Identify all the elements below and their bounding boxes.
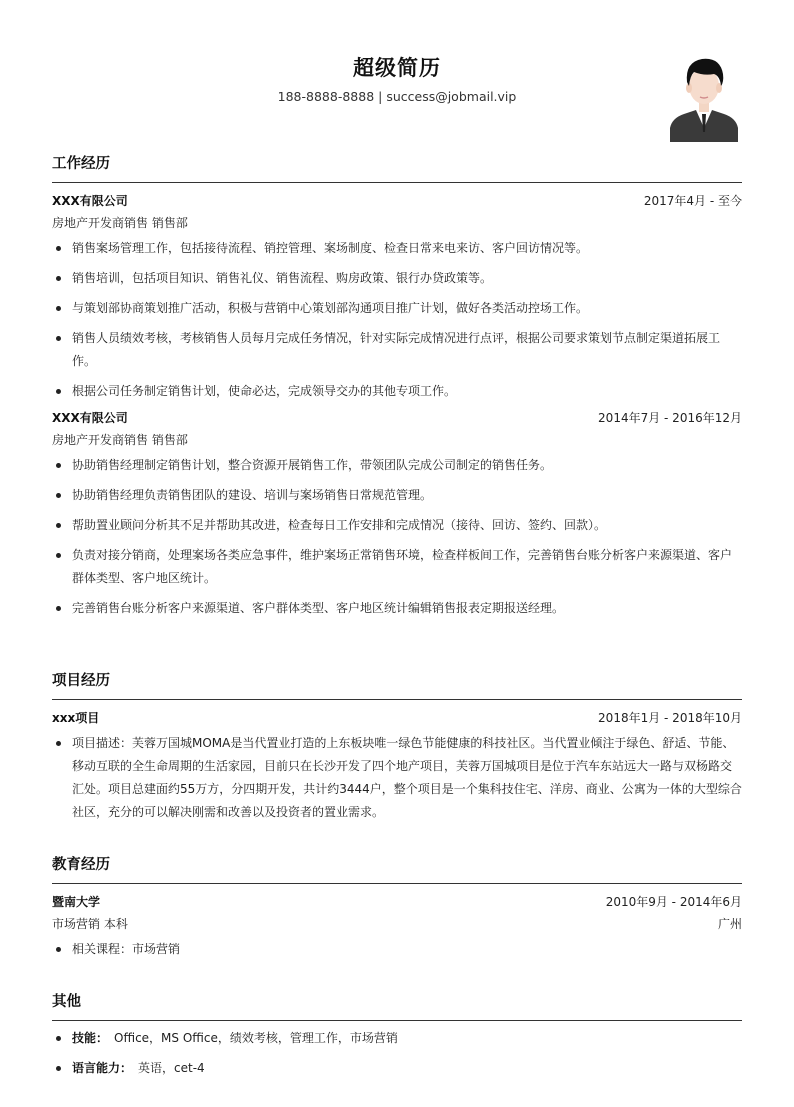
job-header (52, 191, 742, 211)
language-value: 英语，cet-4 (138, 1061, 205, 1075)
list-item: 销售案场管理工作，包括接待流程、销控管理、案场制度、检查日常来电来访、客户回访情况等。 (52, 237, 742, 260)
job-header (52, 408, 742, 428)
project-details (52, 732, 742, 824)
skills-item (52, 1027, 742, 1050)
other-details (52, 1027, 742, 1080)
project-section-title: 项目经历 (52, 669, 742, 700)
project-period: 2018年1月 - 2018年10月 (598, 711, 742, 725)
job-role: 房地产开发商销售 销售部 (52, 433, 188, 447)
job-role-row (52, 213, 742, 233)
resume-header (52, 0, 742, 150)
work-section (52, 152, 742, 627)
skills-value: Office，MS Office，绩效考核，管理工作，市场营销 (114, 1031, 398, 1045)
project-section (52, 669, 742, 831)
language-item (52, 1057, 742, 1080)
education-city: 广州 (717, 917, 742, 931)
education-period: 2010年9月 - 2014年6月 (605, 895, 742, 909)
work-section-title: 工作经历 (52, 152, 742, 183)
education-sub-row (52, 914, 742, 934)
list-item: 根据公司任务制定销售计划，使命必达，完成领导交办的其他专项工作。 (52, 380, 742, 403)
job-period: 2014年7月 - 2016年12月 (598, 411, 742, 425)
job-company: XXX有限公司 (52, 194, 128, 208)
list-item: 完善销售台账分析客户来源渠道、客户群体类型、客户地区统计编辑销售报表定期报送经理。 (52, 597, 742, 620)
job-period: 2017年4月 - 至今 (643, 194, 742, 208)
school-name: 暨南大学 (52, 895, 101, 909)
education-major: 市场营销 本科 (52, 917, 128, 931)
contact-info: 188-8888-8888 | success@jobmail.vip (277, 89, 517, 104)
education-details (52, 938, 742, 961)
other-section-title: 其他 (52, 990, 742, 1021)
list-item: 协助销售经理负责销售团队的建设、培训与案场销售日常规范管理。 (52, 484, 742, 507)
list-item: 相关课程：市场营销 (52, 938, 742, 961)
resume-page (52, 0, 742, 1075)
job-duties (52, 237, 742, 403)
project-header (52, 708, 742, 728)
list-item: 项目描述：芙蓉万国城MOMA是当代置业打造的上东板块唯一绿色节能健康的科技社区。当代置业倾注于绿色、舒适、节能、移动互联的全生命周期的生活家园，目前只在长沙开发了四个地产项目，芙蓉万国城项目是位于汽车东站远大一路与双杨路交汇处。项目总建面约55万方，分四期开发，共计约3444户，整个项目是一个集科技住宅、洋房、商业、公寓为一体的大型综合社区，充分的可以解决刚需和改善以及投资者的置业需求。 (52, 732, 742, 824)
education-section-title: 教育经历 (52, 853, 742, 884)
education-header (52, 892, 742, 912)
list-item: 与策划部协商策划推广活动，积极与营销中心策划部沟通项目推广计划，做好各类活动控场工作。 (52, 297, 742, 320)
skills-label: 技能： (72, 1031, 109, 1045)
job-role: 房地产开发商销售 销售部 (52, 216, 188, 230)
candidate-name: 超级简历 (353, 56, 441, 80)
language-label: 语言能力： (72, 1061, 133, 1075)
list-item: 协助销售经理制定销售计划，整合资源开展销售工作，带领团队完成公司制定的销售任务。 (52, 454, 742, 477)
education-section (52, 853, 742, 968)
other-section (52, 990, 742, 1087)
avatar (670, 52, 738, 142)
list-item: 负责对接分销商，处理案场各类应急事件，维护案场正常销售环境，检查样板间工作，完善销售台账分析客户来源渠道、客户群体类型、客户地区统计。 (52, 544, 742, 590)
job-role-row (52, 430, 742, 450)
list-item: 销售人员绩效考核，考核销售人员每月完成任务情况，针对实际完成情况进行点评，根据公司要求策划节点制定渠道拓展工作。 (52, 327, 742, 373)
list-item: 帮助置业顾问分析其不足并帮助其改进，检查每日工作安排和完成情况（接待、回访、签约、回款）。 (52, 514, 742, 537)
project-name: xxx项目 (52, 711, 100, 725)
job-duties (52, 454, 742, 620)
list-item: 销售培训，包括项目知识、销售礼仪、销售流程、购房政策、银行办贷政策等。 (52, 267, 742, 290)
job-company: XXX有限公司 (52, 411, 128, 425)
